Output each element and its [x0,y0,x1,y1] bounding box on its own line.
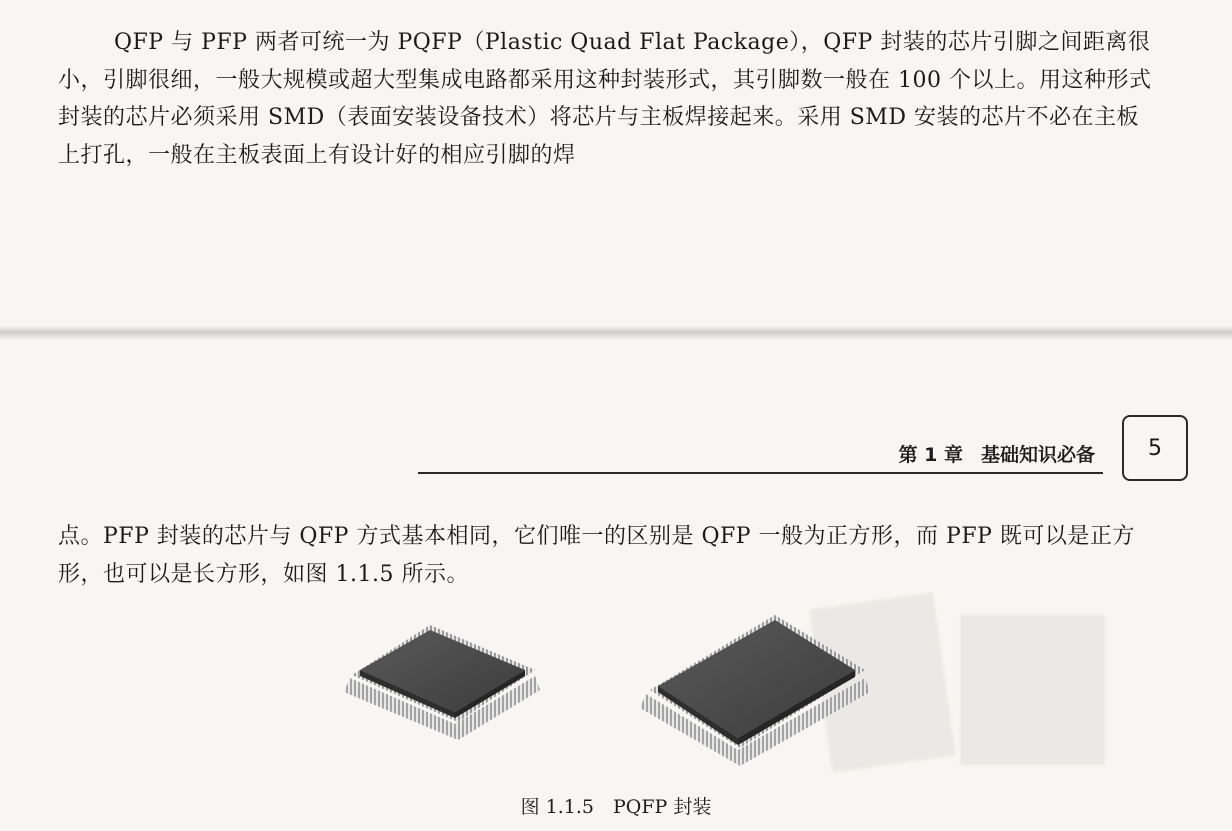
chapter-title: 基础知识必备 [980,444,1095,466]
rectangular-pfp-chip [640,615,870,766]
pqfp-figure [330,600,890,790]
page-break [0,326,1232,340]
running-header [899,440,1095,467]
bleed-through-right [960,615,1105,765]
square-qfp-chip [344,625,540,740]
page-header [418,438,1103,474]
page-number: 5 [1122,415,1188,481]
top-paragraph [58,24,1158,174]
chapter-number: 第 1 章 [898,444,963,466]
figure-caption: 图 1.1.5 PQFP 封装 [520,796,712,818]
top-paragraph-text: QFP 与 PFP 两者可统一为 PQFP（Plastic Quad Flat Package），QFP 封装的芯片引脚之间距离很小，引脚很细，一般大规模或超大型集成电路都采用这种封装形式，其引脚数一般在 100 个以上。用这种形式封装的芯片必须采用 SMD（表面安装设备技术）将芯片与主板焊接起来。采用 SMD 安装的芯片不必在主板上打孔，一般在主板表面上有设计好的相应引脚的焊 [58,30,1152,168]
bottom-paragraph: 点。PFP 封装的芯片与 QFP 方式基本相同，它们唯一的区别是 QFP 一般为正方形，而 PFP 既可以是正方形，也可以是长方形，如图 1.1.5 所示。 [58,524,1135,587]
